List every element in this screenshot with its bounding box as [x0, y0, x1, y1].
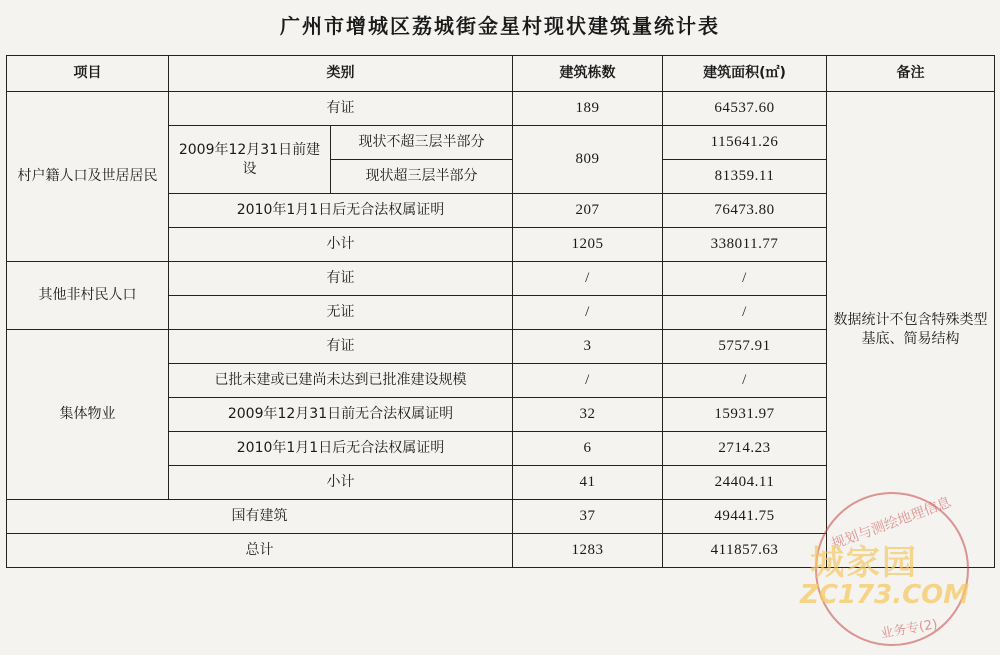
group-non-villagers: 其他非村民人口 [7, 262, 169, 330]
watermark-url: ZC173.COM [800, 580, 970, 610]
area-cell: 49441.75 [663, 500, 827, 534]
header-category: 类别 [169, 56, 513, 92]
seal-text-bottom: 业务专(2) [879, 617, 939, 642]
area-cell: 81359.11 [663, 160, 827, 194]
area-cell: 5757.91 [663, 330, 827, 364]
category-label: 2009年12月31日前无合法权属证明 [169, 398, 513, 432]
remark-cell: 数据统计不包含特殊类型基底、简易结构 [827, 92, 995, 568]
statistics-table [6, 55, 995, 568]
count-cell: 189 [513, 92, 663, 126]
count-cell: 3 [513, 330, 663, 364]
category-label: 2009年12月31日前建设 [169, 126, 331, 194]
count-cell: 1283 [513, 534, 663, 568]
count-cell: / [513, 262, 663, 296]
count-cell: 6 [513, 432, 663, 466]
area-cell: 15931.97 [663, 398, 827, 432]
subcategory-label: 现状不超三层半部分 [331, 126, 513, 160]
header-area: 建筑面积(㎡) [663, 56, 827, 92]
category-label: 国有建筑 [7, 500, 513, 534]
table-row [7, 92, 995, 126]
category-label: 2010年1月1日后无合法权属证明 [169, 194, 513, 228]
count-cell: 32 [513, 398, 663, 432]
count-cell: 1205 [513, 228, 663, 262]
count-cell: / [513, 364, 663, 398]
category-label: 总计 [7, 534, 513, 568]
header-item: 项目 [7, 56, 169, 92]
count-cell: 207 [513, 194, 663, 228]
count-cell: / [513, 296, 663, 330]
category-label: 无证 [169, 296, 513, 330]
header-remark: 备注 [827, 56, 995, 92]
count-cell: 809 [513, 126, 663, 194]
category-label: 已批未建或已建尚未达到已批准建设规模 [169, 364, 513, 398]
count-cell: 37 [513, 500, 663, 534]
header-count: 建筑栋数 [513, 56, 663, 92]
area-cell: 64537.60 [663, 92, 827, 126]
area-cell: / [663, 262, 827, 296]
page-title: 广州市增城区荔城街金星村现状建筑量统计表 [280, 14, 720, 38]
subcategory-label: 现状超三层半部分 [331, 160, 513, 194]
header-row [7, 56, 995, 92]
area-cell: / [663, 364, 827, 398]
area-cell: 338011.77 [663, 228, 827, 262]
count-cell: 41 [513, 466, 663, 500]
category-label: 小计 [169, 228, 513, 262]
area-cell: 411857.63 [663, 534, 827, 568]
category-label: 有证 [169, 330, 513, 364]
area-cell: 76473.80 [663, 194, 827, 228]
category-label: 小计 [169, 466, 513, 500]
group-villagers: 村户籍人口及世居居民 [7, 92, 169, 262]
area-cell: 115641.26 [663, 126, 827, 160]
area-cell: / [663, 296, 827, 330]
area-cell: 24404.11 [663, 466, 827, 500]
seal-text: 规划与测绘地理信息 [829, 494, 954, 553]
category-label: 有证 [169, 262, 513, 296]
category-label: 2010年1月1日后无合法权属证明 [169, 432, 513, 466]
group-collective: 集体物业 [7, 330, 169, 500]
category-label: 有证 [169, 92, 513, 126]
watermark-logo: 城家园 [810, 543, 918, 583]
area-cell: 2714.23 [663, 432, 827, 466]
